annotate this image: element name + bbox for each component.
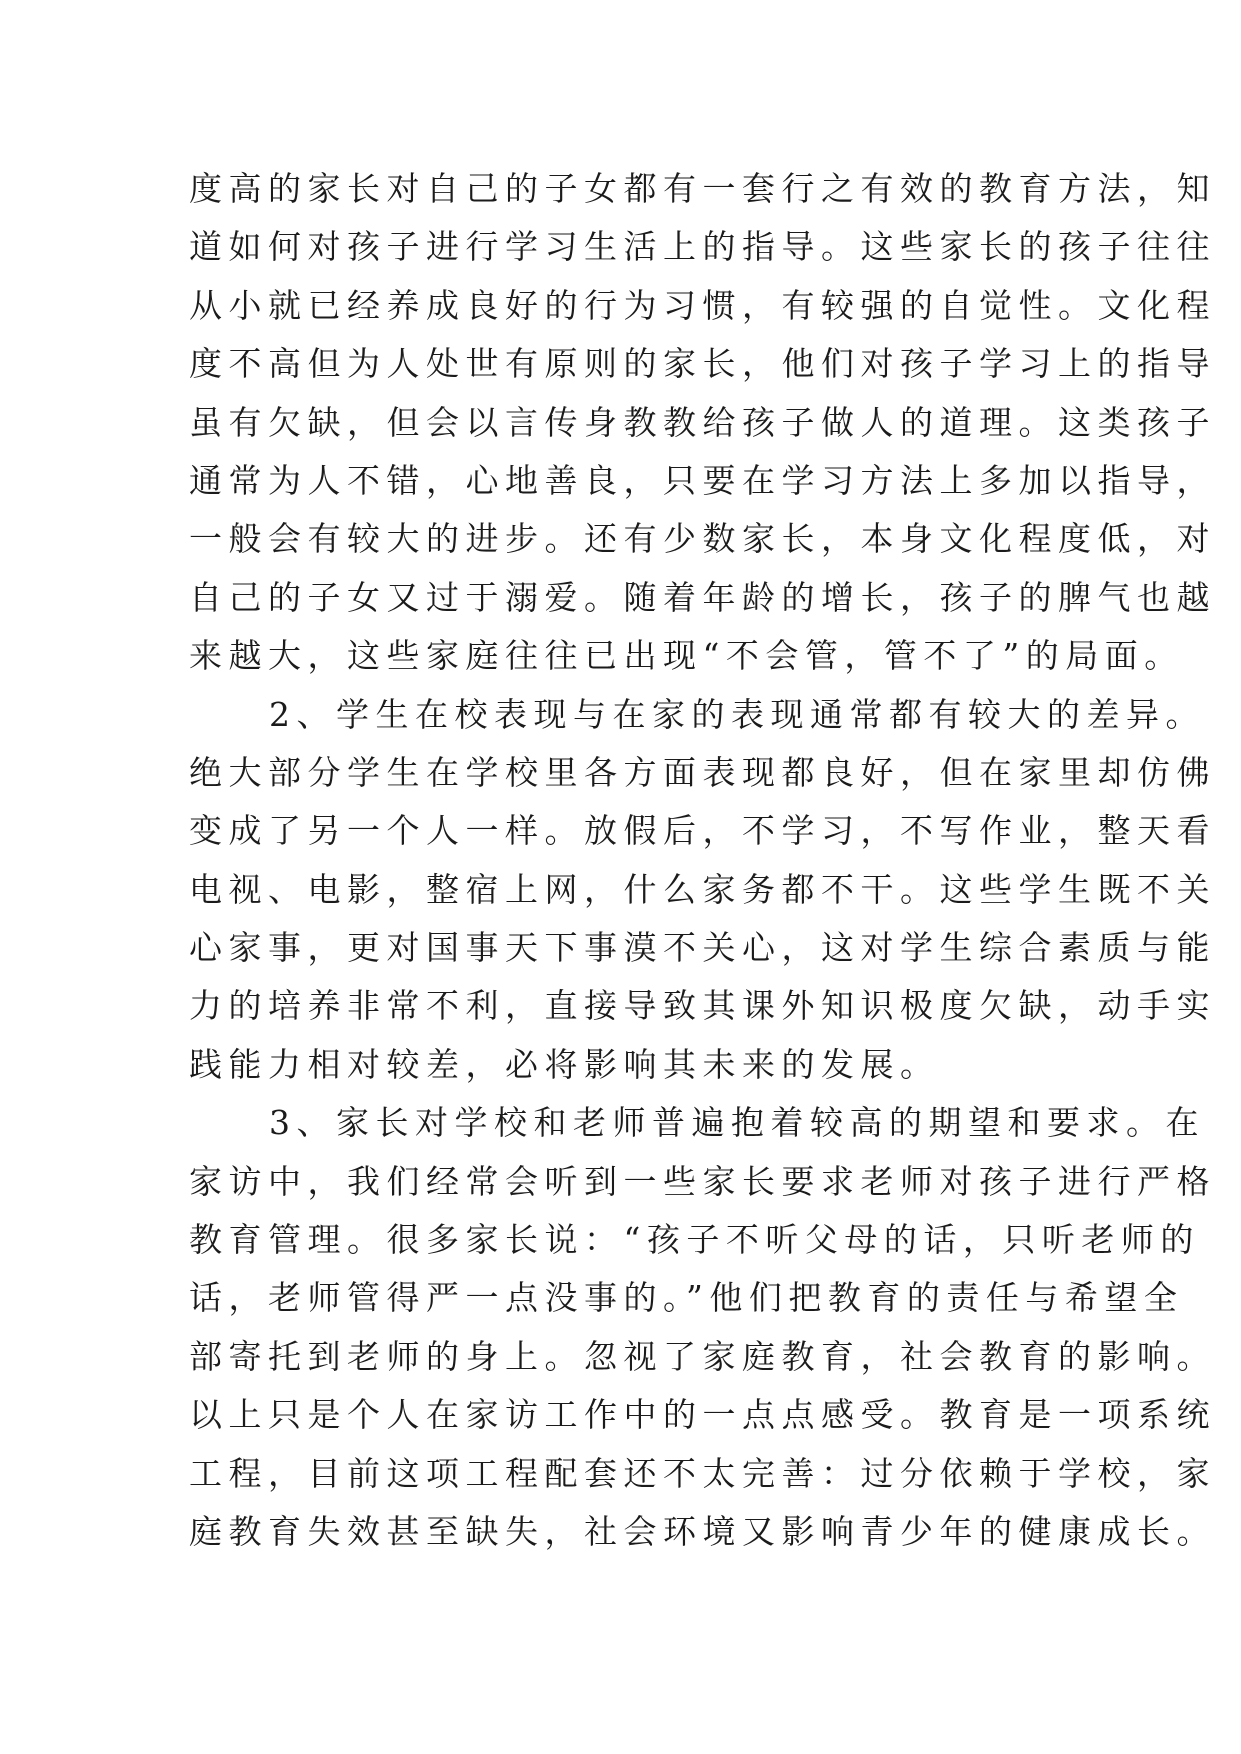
text-line-16: 践能力相对较差，必将影响其未来的发展。 <box>189 1044 940 1084</box>
text-line-7: 一般会有较大的进步。还有少数家长，本身文化程度低，对 <box>189 519 1216 559</box>
text-line-13: 电视、电影，整宿上网，什么家务都不干。这些学生既不关 <box>189 869 1216 909</box>
text-line-1: 度高的家长对自己的子女都有一套行之有效的教育方法，知 <box>189 169 1216 208</box>
text-line-14: 心家事，更对国事天下事漠不关心，这对学生综合素质与能 <box>189 928 1216 968</box>
text-line-3: 从小就已经养成良好的行为习惯，有较强的自觉性。文化程 <box>189 285 1216 325</box>
paragraph-2-heading-line: 2、学生在校表现与在家的表现通常都有较大的差异。 <box>269 694 1205 734</box>
text-line-6: 通常为人不错，心地善良，只要在学习方法上多加以指导， <box>189 460 1216 500</box>
text-line-9: 来越大，这些家庭往往已出现“不会管，管不了”的局面。 <box>189 636 1184 676</box>
text-line-21: 部寄托到老师的身上。忽视了家庭教育，社会教育的影响。 <box>189 1336 1216 1376</box>
paragraph-3-heading-line: 3、家长对学校和老师普遍抱着较高的期望和要求。在 <box>269 1103 1205 1143</box>
text-line-8: 自己的子女又过于溺爱。随着年龄的增长，孩子的脾气也越 <box>189 577 1216 617</box>
text-line-12: 变成了另一个人一样。放假后，不学习，不写作业，整天看 <box>189 811 1216 851</box>
text-line-4: 度不高但为人处世有原则的家长，他们对孩子学习上的指导 <box>189 344 1216 384</box>
text-line-18: 家访中，我们经常会听到一些家长要求老师对孩子进行严格 <box>189 1161 1216 1201</box>
document-body <box>189 160 1216 1561</box>
text-line-11: 绝大部分学生在学校里各方面表现都良好，但在家里却仿佛 <box>189 752 1216 792</box>
text-line-15: 力的培养非常不利，直接导致其课外知识极度欠缺，动手实 <box>189 986 1216 1026</box>
text-line-5: 虽有欠缺，但会以言传身教教给孩子做人的道理。这类孩子 <box>189 402 1216 442</box>
text-line-20: 话，老师管得严一点没事的。”他们把教育的责任与希望全 <box>189 1278 1184 1318</box>
text-line-22: 以上只是个人在家访工作中的一点点感受。教育是一项系统 <box>189 1395 1216 1435</box>
text-line-19: 教育管理。很多家长说：“孩子不听父母的话，只听老师的 <box>189 1220 1200 1260</box>
text-line-2: 道如何对孩子进行学习生活上的指导。这些家长的孩子往往 <box>189 227 1216 267</box>
text-line-24: 庭教育失效甚至缺失，社会环境又影响青少年的健康成长。 <box>189 1511 1216 1551</box>
text-line-23: 工程，目前这项工程配套还不太完善：过分依赖于学校，家 <box>189 1453 1216 1493</box>
